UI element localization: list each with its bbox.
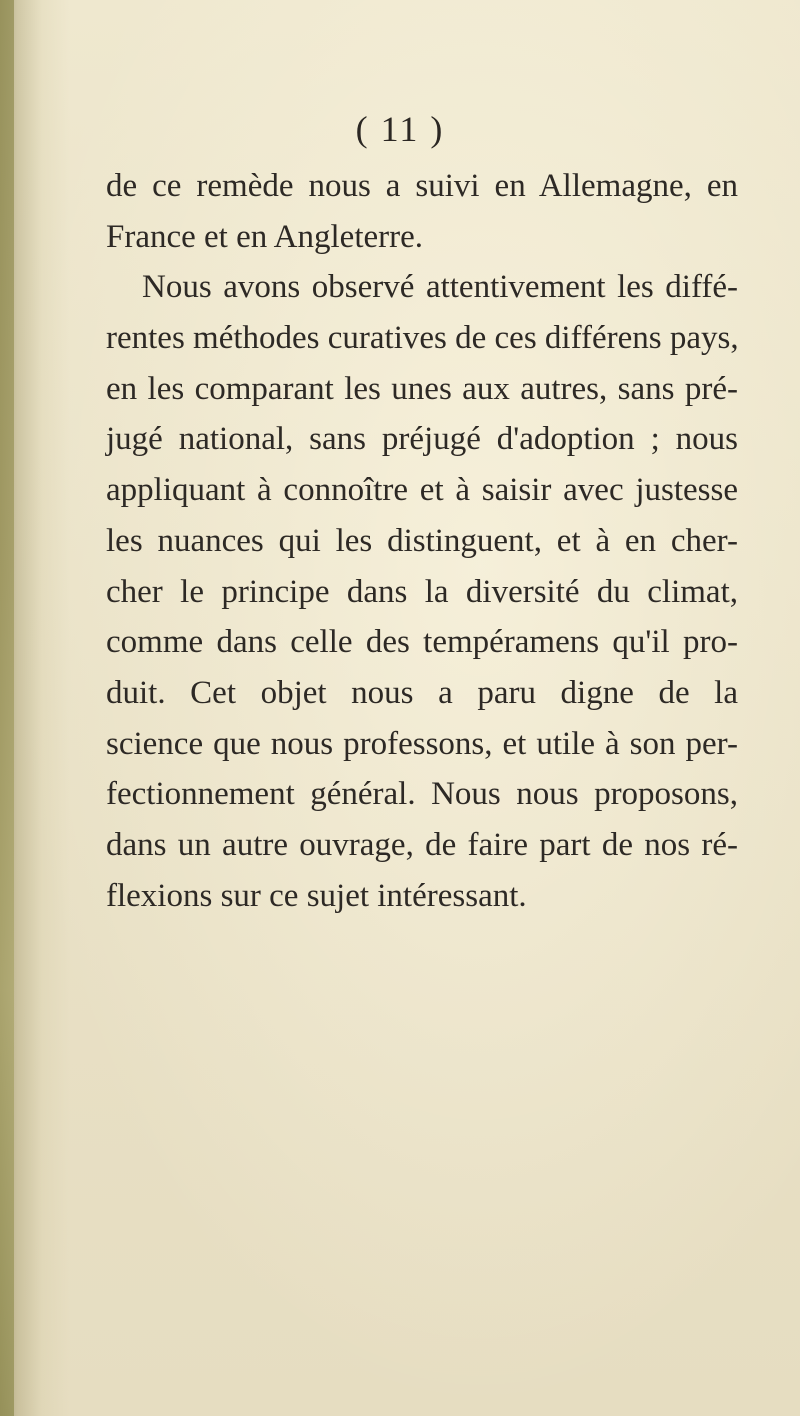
text-line: appliquant à connoître et à saisir avec justesse <box>106 472 738 509</box>
text-line: cher le principe dans la diversité du climat, <box>106 573 738 610</box>
text-line: fectionnement général. Nous nous proposons, <box>106 776 738 813</box>
text-line: science que nous professons, et utile à son per- <box>106 725 738 762</box>
text-line: en les comparant les unes aux autres, sans pré- <box>106 370 738 407</box>
text-line: France et en Angleterre. <box>106 218 424 255</box>
text-line: flexions sur ce sujet intéressant. <box>106 877 527 914</box>
text-line: duit. Cet objet nous a paru digne de la <box>106 674 738 711</box>
text-line: rentes méthodes curatives de ces différens pays, <box>106 320 739 357</box>
text-line: dans un autre ouvrage, de faire part de nos ré- <box>106 826 738 863</box>
body-text <box>106 161 738 921</box>
page-number: ( 11 ) <box>355 109 445 149</box>
text-line: de ce remède nous a suivi en Allemagne, en <box>106 168 738 204</box>
text-line: Nous avons observé attentivement les diffé- <box>142 269 738 306</box>
text-line: comme dans celle des tempéramens qu'il pro- <box>106 624 738 661</box>
binding-edge <box>0 0 14 1416</box>
text-line: les nuances qui les distinguent, et à en cher- <box>106 522 738 559</box>
text-line: jugé national, sans préjugé d'adoption ; nous <box>106 421 738 458</box>
